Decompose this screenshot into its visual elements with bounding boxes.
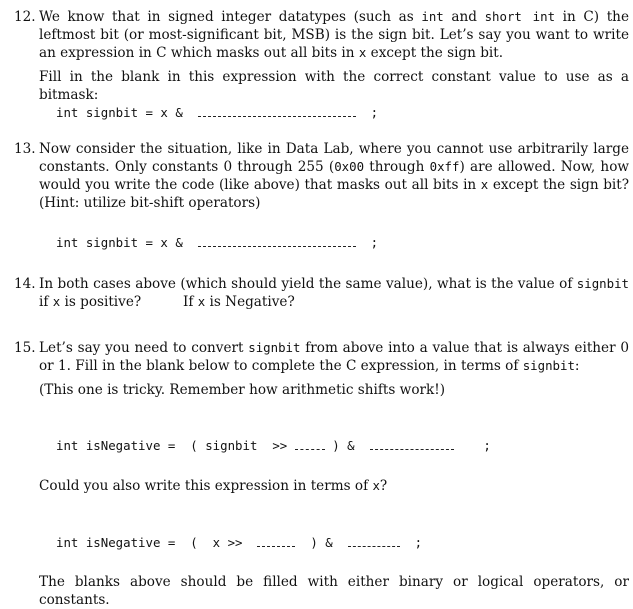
question-12-number: 12. xyxy=(14,9,36,25)
question-15-followup: Could you also write this expression in terms of x? xyxy=(39,478,388,494)
answer-blank[interactable] xyxy=(198,237,356,247)
question-12-text: We know that in signed integer datatypes (such as int and short int in C) the leftmost bit (or most-significant bit, MSB) is the sign bit. Let’s say you want to write an expression in C which masks out all bits in x except the sign bit. xyxy=(39,9,629,61)
question-15-text: Let’s say you need to convert signbit from above into a value that is always either 0 or 1. Fill in the blank below to complete the C expression, in terms of signbit: xyxy=(39,340,629,374)
shift-blank[interactable] xyxy=(295,440,325,450)
question-14-number: 14. xyxy=(14,276,36,292)
question-14-subquestion: If x is Negative? xyxy=(183,294,295,310)
mask-blank[interactable] xyxy=(348,537,400,547)
question-12-code: int signbit = x & ; xyxy=(56,105,379,120)
question-13-text: Now consider the situation, like in Data Lab, where you cannot use arbitrarily large constants. Only constants 0 through 255 (0x00 through 0xff) are allowed. Now, how would you write the code (like above) that masks out all bits in x except the sign bit? (Hint: utilize bit-shift operators) xyxy=(39,141,630,211)
question-13-code: int signbit = x & ; xyxy=(56,235,379,250)
question-12-instruction: Fill in the blank in this expression with the correct constant value to use as a bitmask: xyxy=(39,69,629,103)
mask-blank[interactable] xyxy=(370,440,454,450)
question-14-text: In both cases above (which should yield the same value), what is the value of signbit if x is positive? xyxy=(39,276,629,310)
answer-blank[interactable] xyxy=(198,107,356,117)
question-15-note: The blanks above should be filled with either binary or logical operators, or constants. xyxy=(39,574,629,608)
question-15-number: 15. xyxy=(14,340,36,356)
question-13-number: 13. xyxy=(14,141,36,157)
shift-blank[interactable] xyxy=(257,537,295,547)
question-15-hint: (This one is tricky. Remember how arithmetic shifts work!) xyxy=(39,382,445,398)
question-15-code-2: int isNegative = ( x >> ) & ; xyxy=(56,535,423,550)
question-15-code-1: int isNegative = ( signbit >> ) & ; xyxy=(56,438,491,453)
